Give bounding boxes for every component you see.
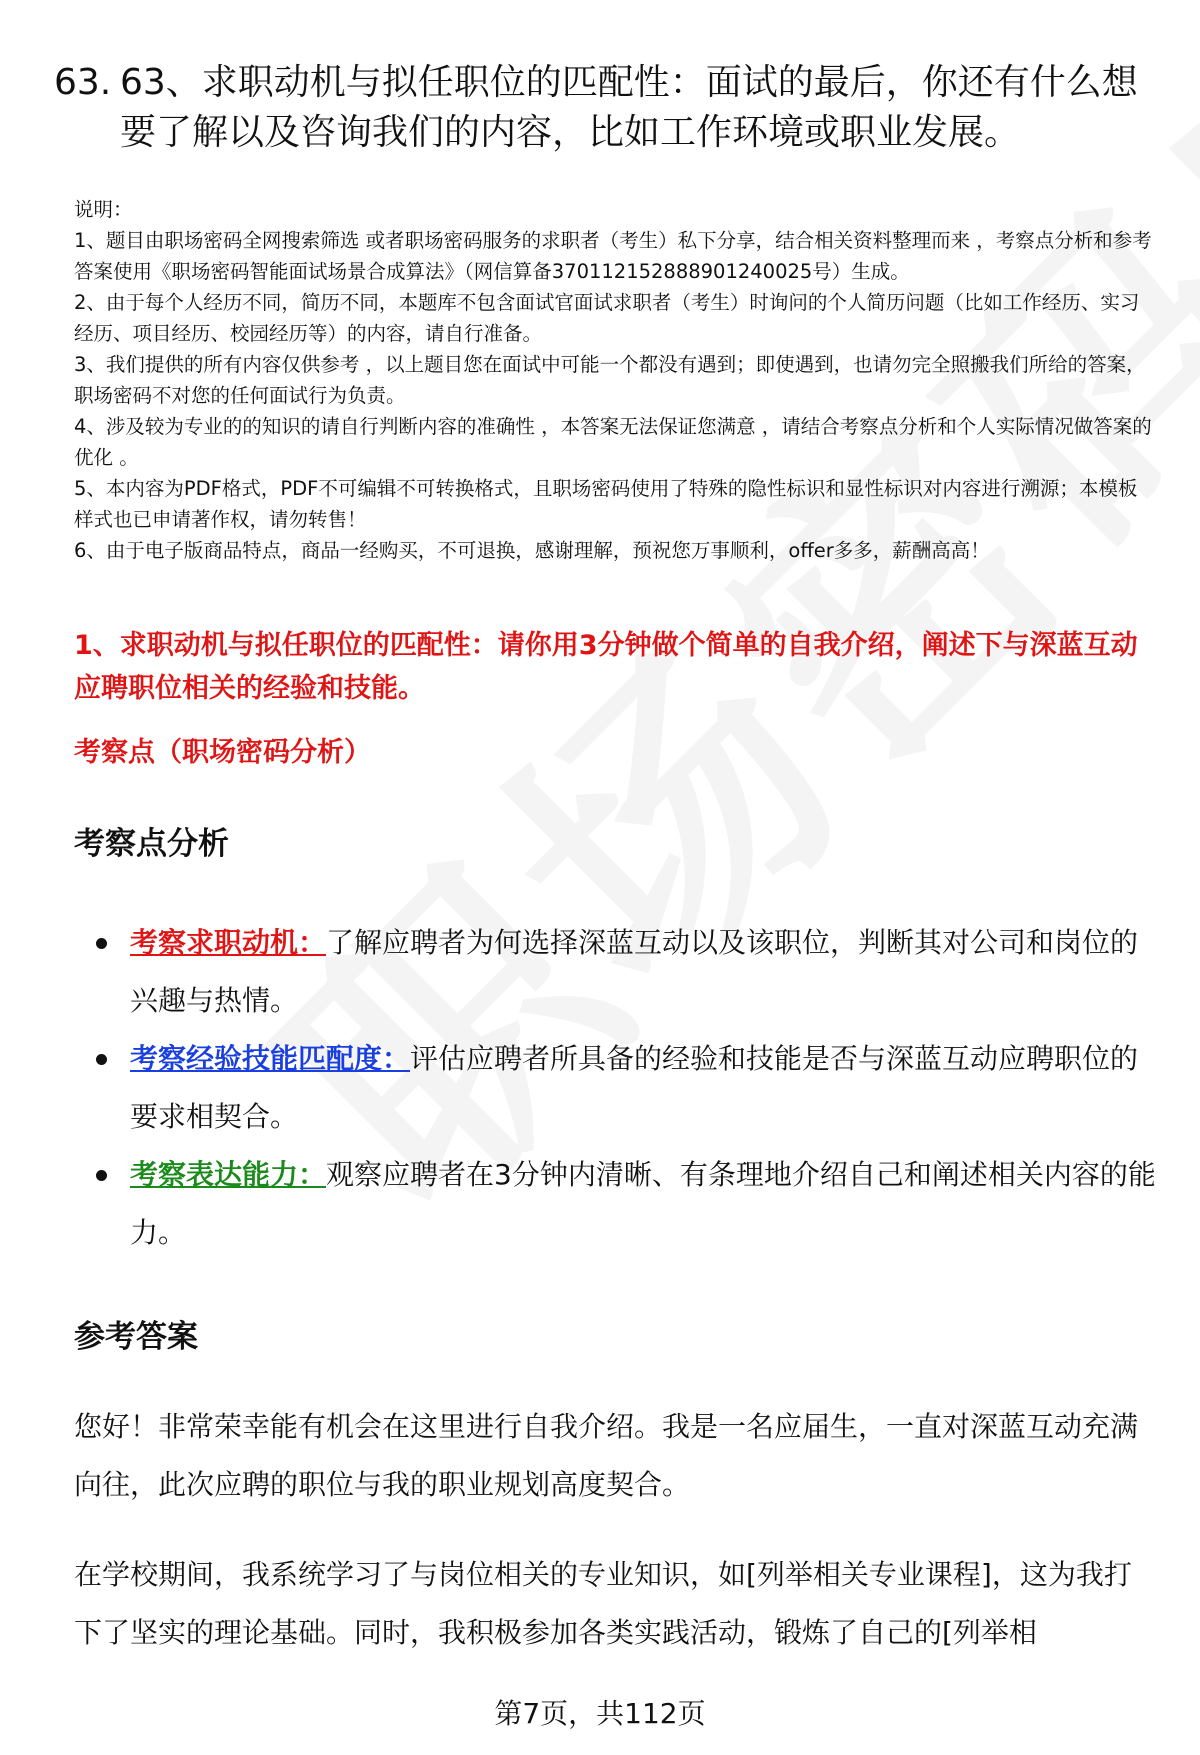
question-title: 63、求职动机与拟任职位的匹配性：面试的最后，你还有什么想要了解以及咨询我们的内容，比如工作环境或职业发展。	[120, 62, 1138, 153]
analysis-heading: 考察点分析	[74, 826, 229, 862]
note-item: 5、本内容为PDF格式，PDF不可编辑不可转换格式，且职场密码使用了特殊的隐性标识和显性标识对内容进行溯源；本模板样式也已申请著作权，请勿转售！	[74, 477, 1138, 531]
interview-question: 1、求职动机与拟任职位的匹配性：请你用3分钟做个简单的自我介绍，阐述下与深蓝互动应聘职位相关的经验和技能。	[74, 630, 1138, 704]
bullet-dot-icon	[96, 938, 107, 949]
note-item: 3、我们提供的所有内容仅供参考 ，以上题目您在面试中可能一个都没有遇到；即使遇到，也请勿完全照搬我们所给的答案，职场密码不对您的任何面试行为负责。	[74, 353, 1146, 407]
page-footer: 第7页，共112页	[494, 1697, 706, 1730]
analysis-item-text: 观察应聘者在3分钟内清晰、有条理地介绍自己和阐述相关内容的能力。	[130, 1158, 1156, 1249]
note-item: 4、涉及较为专业的的知识的请自行判断内容的准确性 ，本答案无法保证您满意 ，请结合考察点分析和个人实际情况做答案的优化 。	[74, 415, 1152, 469]
question-number: 63.	[54, 62, 112, 103]
analysis-item	[96, 1030, 1156, 1146]
note-item: 1、题目由职场密码全网搜索筛选 或者职场密码服务的求职者（考生）私下分享，结合相关资料整理而来 ，考察点分析和参考答案使用《职场密码智能面试场景合成算法》（网信算备370112152888901240025号）生成。	[74, 229, 1152, 283]
answer-paragraph: 您好！非常荣幸能有机会在这里进行自我介绍。我是一名应届生，一直对深蓝互动充满向往，此次应聘的职位与我的职业规划高度契合。	[74, 1410, 1139, 1501]
answer-paragraph: 在学校期间，我系统学习了与岗位相关的专业知识，如[列举相关专业课程]，这为我打下了坚实的理论基础。同时，我积极参加各类实践活动，锻炼了自己的[列举相	[74, 1558, 1132, 1649]
note-item: 2、由于每个人经历不同，简历不同，本题库不包含面试官面试求职者（考生）时询问的个人简历问题（比如工作经历、实习经历、项目经历、校园经历等）的内容，请自行准备。	[74, 291, 1140, 345]
analysis-item-label: 考察求职动机：	[130, 926, 327, 959]
question-header	[54, 58, 1144, 158]
analysis-item-label: 考察经验技能匹配度：	[130, 1042, 411, 1075]
reference-answer	[74, 1398, 1154, 1694]
assessment-label: 考察点（职场密码分析）	[74, 737, 371, 768]
analysis-item-text: 了解应聘者为何选择深蓝互动以及该职位，判断其对公司和岗位的兴趣与热情。	[130, 926, 1139, 1017]
disclaimer-notes	[74, 194, 1154, 566]
bullet-dot-icon	[96, 1054, 107, 1065]
bullet-dot-icon	[96, 1170, 107, 1181]
notes-heading: 说明：	[74, 198, 133, 221]
analysis-list	[96, 914, 1156, 1262]
answer-heading: 参考答案	[74, 1319, 198, 1355]
analysis-item	[96, 914, 1156, 1030]
analysis-item-label: 考察表达能力：	[130, 1158, 327, 1191]
analysis-item	[96, 1146, 1156, 1262]
note-item: 6、由于电子版商品特点，商品一经购买，不可退换，感谢理解，预祝您万事顺利，offer多多，薪酬高高！	[74, 539, 990, 562]
analysis-item-text: 评估应聘者所具备的经验和技能是否与深蓝互动应聘职位的要求相契合。	[130, 1042, 1139, 1133]
